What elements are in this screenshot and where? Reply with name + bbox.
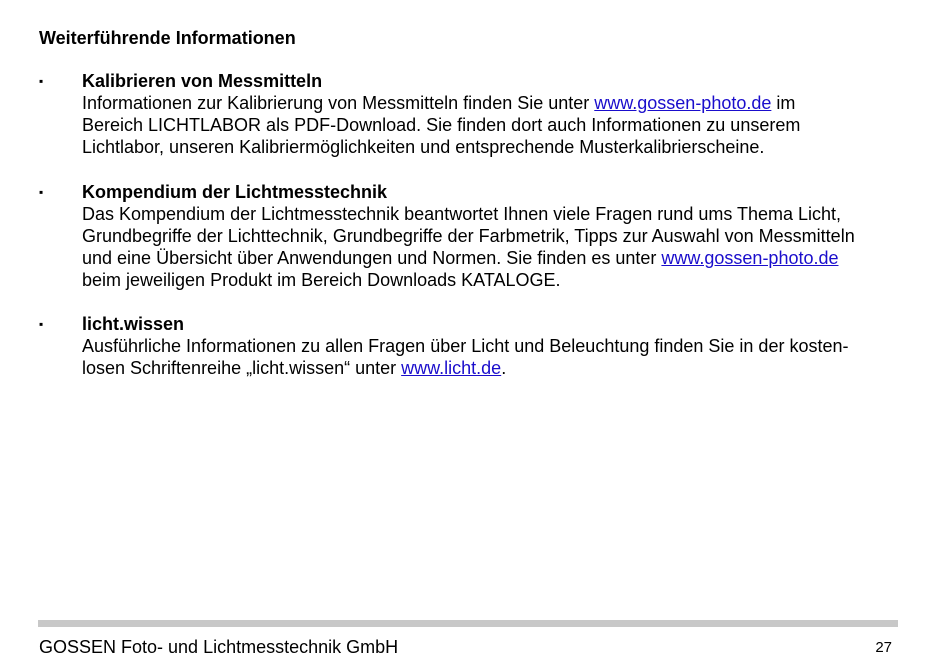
- page-number: 27: [875, 639, 892, 656]
- text-segment: Informationen zur Kalibrierung von Messmitteln finden Sie unter: [82, 93, 595, 113]
- text-segment: und eine Übersicht über Anwendungen und Normen. Sie finden es unter: [82, 248, 662, 268]
- section-title: Kalibrieren von Messmitteln: [82, 71, 323, 91]
- text-line: Das Kompendium der Lichtmesstechnik beantwortet Ihnen viele Fragen rund ums Thema Licht,: [82, 204, 842, 224]
- footer-company: GOSSEN Foto- und Lichtmesstechnik GmbH: [39, 637, 399, 657]
- section-body: [82, 313, 922, 379]
- text-segment: losen Schriftenreihe „licht.wissen“ unter: [82, 358, 402, 378]
- section-body: [82, 70, 922, 158]
- text-line: [82, 247, 922, 269]
- text-segment: im: [771, 93, 796, 113]
- text-line: Grundbegriffe der Lichttechnik, Grundbegriffe der Farbmetrik, Tipps zur Auswahl von Messmitteln: [82, 226, 855, 246]
- bullet: ▪: [39, 317, 44, 331]
- text-line: beim jeweiligen Produkt im Bereich Downloads KATALOGE.: [82, 270, 561, 290]
- text-line: [82, 357, 922, 379]
- text-line: Bereich LICHTLABOR als PDF-Download. Sie finden dort auch Informationen zu unserem: [82, 115, 801, 135]
- licht-de-link[interactable]: www.licht.de: [401, 358, 502, 378]
- gossen-photo-link[interactable]: www.gossen-photo.de: [594, 93, 772, 113]
- footer-divider: [38, 620, 898, 627]
- bullet: ▪: [39, 185, 44, 199]
- section-title: Kompendium der Lichtmesstechnik: [82, 182, 388, 202]
- bullet: ▪: [39, 74, 44, 88]
- section-title: licht.wissen: [82, 314, 185, 334]
- text-line: Ausführliche Informationen zu allen Fragen über Licht und Beleuchtung finden Sie in der kosten-: [82, 336, 849, 356]
- page-heading: Weiterführende Informationen: [39, 28, 296, 48]
- gossen-photo-link[interactable]: www.gossen-photo.de: [661, 248, 839, 268]
- text-segment: .: [501, 358, 507, 378]
- text-line: Lichtlabor, unseren Kalibriermöglichkeiten und entsprechende Musterkalibrierscheine.: [82, 137, 765, 157]
- section-body: [82, 181, 922, 291]
- text-line: [82, 92, 922, 114]
